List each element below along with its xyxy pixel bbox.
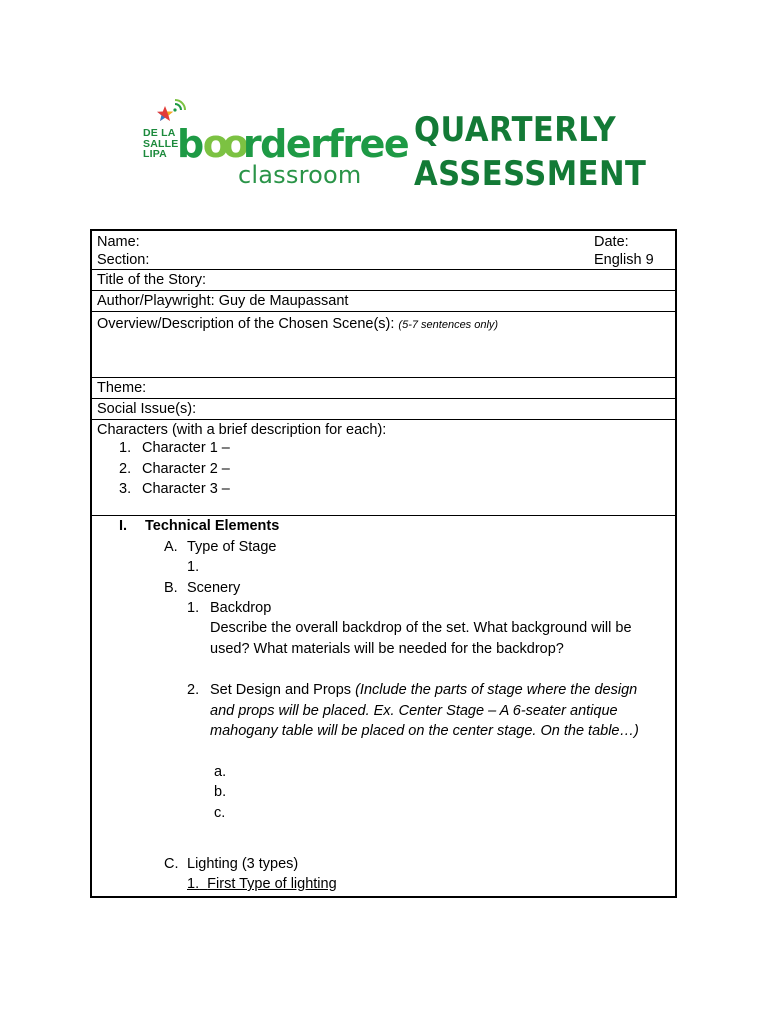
social-issue-row [92,399,675,420]
title-row [92,270,675,291]
stage-type-label: Type of Stage [187,539,277,555]
theme-field[interactable]: Theme: [97,380,147,396]
school-name: DE LA SALLE LIPA [143,127,179,160]
scenery-label: Scenery [187,580,241,596]
page-title: QUARTERLY ASSESSMENT [414,110,647,194]
overview-note: (5-7 sentences only) [398,319,499,331]
character-1-number: 1. [119,440,132,456]
characters-row [92,420,675,516]
lighting-item-1-number: 1. [187,876,200,892]
stage-type-item[interactable]: 1. [187,559,200,575]
section-heading: Technical Elements [145,518,280,534]
theme-row [92,378,675,399]
backdrop-instructions-1: Describe the overall backdrop of the set. What background will be [210,620,632,636]
lighting-item-1-label: First Type of lighting [207,876,337,892]
prop-item-a[interactable]: a. [214,764,227,780]
subject-label: English 9 [594,252,654,268]
overview-label: Overview/Description of the Chosen Scene(s): [97,316,395,332]
story-title-field[interactable]: Title of the Story: [97,272,207,288]
name-section-row [92,231,675,270]
overview-row [92,312,675,378]
date-field[interactable]: Date: [594,234,629,250]
school-logo [143,98,409,194]
prop-item-b[interactable]: b. [214,784,227,800]
backdrop-instructions-2: used? What materials will be needed for the backdrop? [210,641,564,657]
backdrop-label: Backdrop [210,600,272,616]
set-design-number: 2. [187,682,200,698]
brand-subtitle: classroom [238,161,362,189]
stage-letter: A. [164,539,178,555]
lighting-label: Lighting (3 types) [187,856,299,872]
set-design-line-1 [210,681,637,699]
prop-item-c[interactable]: c. [214,805,226,821]
characters-label: Characters (with a brief description for each): [97,422,387,438]
author-row [92,291,675,312]
scenery-letter: B. [164,580,178,596]
character-1-field[interactable]: Character 1 – [142,440,230,456]
character-2-field[interactable]: Character 2 – [142,461,230,477]
section-field[interactable]: Section: [97,252,150,268]
character-3-number: 3. [119,481,132,497]
section-number: I. [119,518,128,534]
set-design-note-1: (Include the parts of stage where the design [355,682,638,698]
character-3-field[interactable]: Character 3 – [142,481,230,497]
overview-field[interactable] [97,315,498,334]
backdrop-number: 1. [187,600,200,616]
lighting-item-1 [187,875,337,893]
social-issue-field[interactable]: Social Issue(s): [97,401,197,417]
set-design-note-3: mahogany table will be placed on the center stage. On the table…) [210,723,639,739]
name-field[interactable]: Name: [97,234,140,250]
set-design-label: Set Design and Props [210,682,352,698]
set-design-note-2: and props will be placed. Ex. Center Stage – A 6-seater antique [210,703,618,719]
author-field: Author/Playwright: Guy de Maupassant [97,293,349,309]
technical-elements-section [92,516,675,896]
character-2-number: 2. [119,461,132,477]
assessment-form [90,229,677,898]
lighting-letter: C. [164,856,179,872]
brand-wordmark: boorderfree [177,122,409,166]
